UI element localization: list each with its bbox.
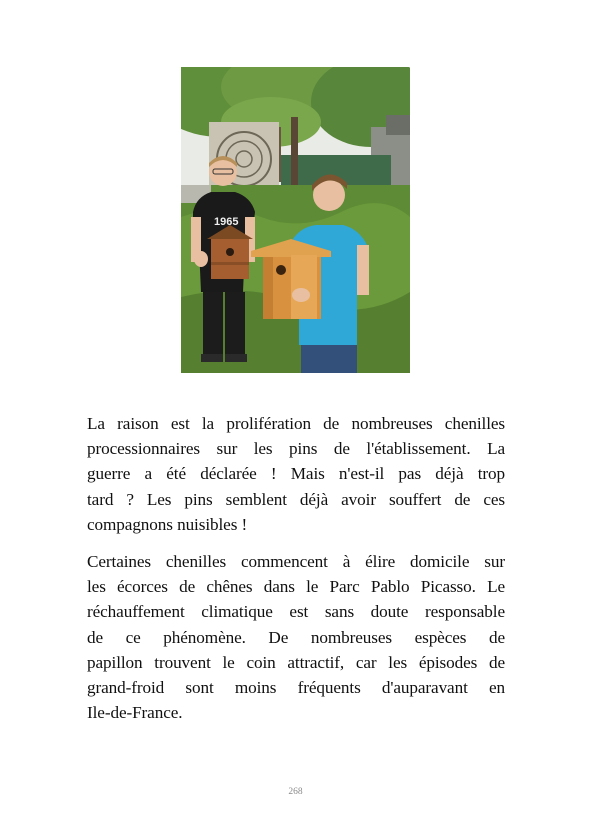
paragraph-1-line-4: tard ? Les pins semblent déjà avoir souffert de ces bbox=[87, 489, 505, 509]
shirt-print: 1965 bbox=[214, 216, 239, 228]
paragraph-1 bbox=[87, 411, 505, 537]
paragraph-1-line-3: guerre a été déclarée ! Mais n'est-il pas déjà trop bbox=[87, 464, 505, 484]
paragraph-2-line-2: les écorces de chênes dans le Parc Pablo Picasso. Le bbox=[87, 577, 505, 597]
photo-boys-with-birdhouses bbox=[181, 67, 410, 373]
paragraph-2 bbox=[87, 549, 505, 725]
paragraph-2-line-7: Ile-de-France. bbox=[87, 703, 183, 723]
paragraph-1-line-2: processionnaires sur les pins de l'établissement. La bbox=[87, 439, 505, 459]
paragraph-2-line-4: de ce phénomène. De nombreuses espèces de bbox=[87, 627, 505, 647]
paragraph-2-line-3: réchauffement climatique est sans doute responsable bbox=[87, 602, 505, 622]
page-number: 268 bbox=[288, 787, 303, 797]
paragraph-1-line-1: La raison est la prolifération de nombreuses chenilles bbox=[87, 414, 505, 433]
paragraph-2-line-5: papillon trouvent le coin attractif, car les épisodes de bbox=[87, 652, 505, 672]
paragraph-2-line-1: Certaines chenilles commencent à élire domicile sur bbox=[87, 552, 505, 571]
paragraph-1-line-5: compagnons nuisibles ! bbox=[87, 514, 248, 534]
paragraph-2-line-6: grand-froid sont moins fréquents d'auparavant en bbox=[87, 678, 505, 698]
